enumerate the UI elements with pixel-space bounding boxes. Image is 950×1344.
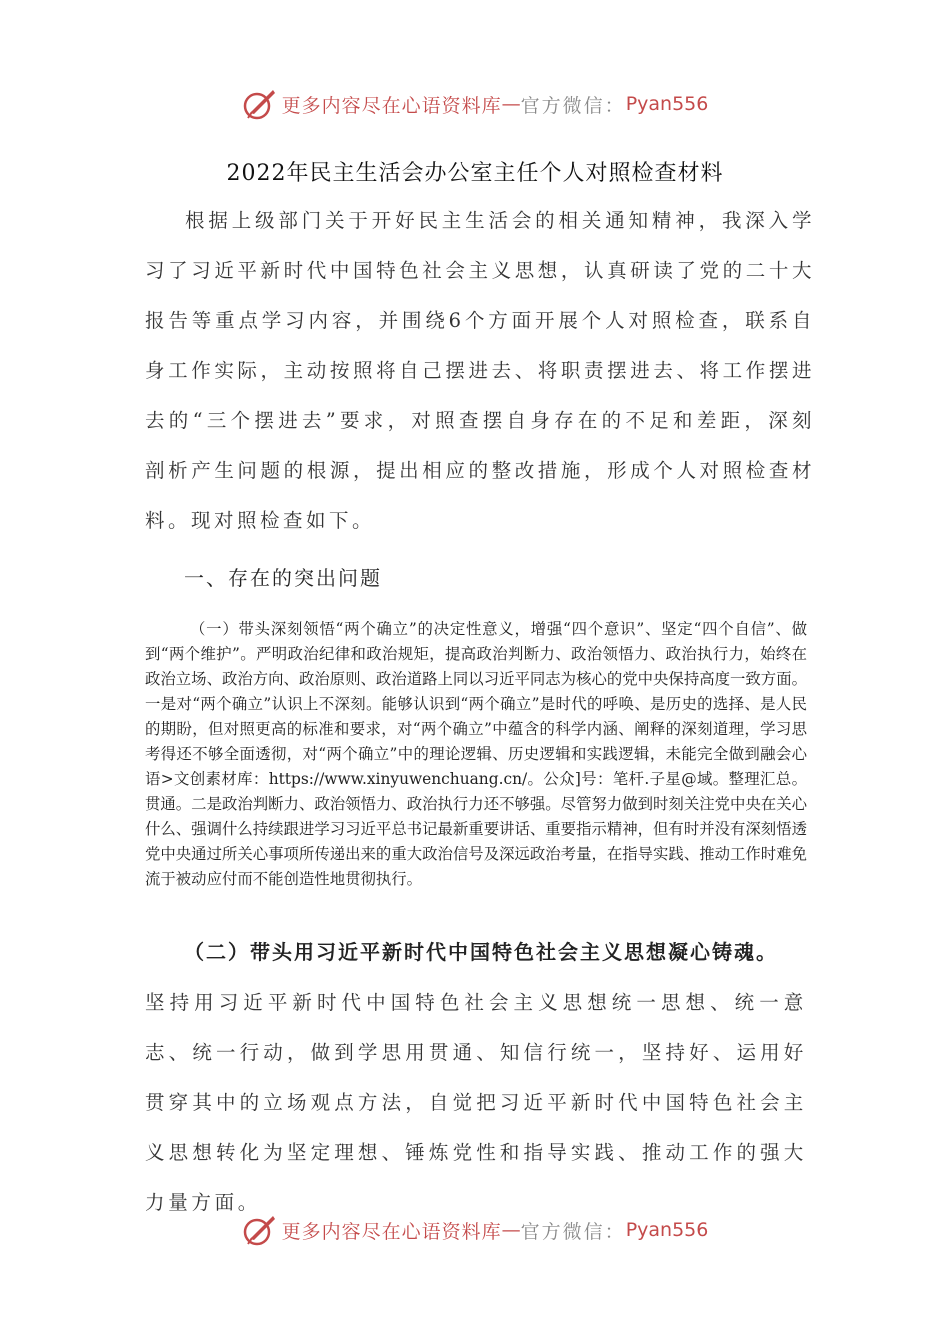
watermark-official: 官方微信： <box>520 94 626 117</box>
intro-paragraph: 根据上级部门关于开好民主生活会的相关通知精神，我深入学习了习近平新时代中国特色社会主义思想，认真研读了党的二十大报告等重点学习内容，并围绕6个方面开展个人对照检查，联系自身工作实际，主动按照将自己摆进去、将职责摆进去、将工作摆进去的“三个摆进去”要求，对照查摆自身存在的不足和差距，深刻剖析产生问题的根源，提出相应的整改措施，形成个人对照检查材料。现对照检查如下。 <box>145 209 815 532</box>
watermark-footer <box>0 1212 950 1248</box>
section-heading-problems: 一、存在的突出问题 <box>184 566 382 590</box>
watermark-dash: — <box>501 93 521 115</box>
watermark-brand: 更多内容尽在心语资料库 <box>281 94 502 117</box>
watermark-official: 官方微信： <box>520 1220 626 1243</box>
quill-pen-logo-icon <box>242 87 278 121</box>
watermark-wechat-id: Pyan556 <box>625 1219 709 1241</box>
watermark-dash: — <box>501 1219 521 1241</box>
watermark-header <box>0 86 950 122</box>
item-2-heading: （二）带头用习近平新时代中国特色社会主义思想凝心铸魂。 <box>184 940 778 964</box>
item-2-paragraph: 坚持用习近平新时代中国特色社会主义思想统一思想、统一意志、统一行动，做到学思用贯通、知信行统一，坚持好、运用好贯穿其中的立场观点方法，自觉把习近平新时代中国特色社会主义思想转化为坚定理想、锤炼党性和指导实践、推动工作的强大力量方面。 <box>145 991 807 1214</box>
watermark-wechat-id: Pyan556 <box>625 93 709 115</box>
quill-pen-logo-icon <box>242 1213 278 1247</box>
document-title: 2022年民主生活会办公室主任个人对照检查材料 <box>226 161 724 186</box>
watermark-brand: 更多内容尽在心语资料库 <box>281 1220 502 1243</box>
item-1-paragraph: （一）带头深刻领悟“两个确立”的决定性意义，增强“四个意识”、坚定“四个自信”、做到“两个维护”。严明政治纪律和政治规矩，提高政治判断力、政治领悟力、政治执行力，始终在政治立场、政治方向、政治原则、政治道路上同以习近平同志为核心的党中央保持高度一致方面。一是对“两个确立”认识上不深刻。能够认识到“两个确立”是时代的呼唤、是历史的选择、是人民的期盼，但对照更高的标准和要求，对“两个确立”中蕴含的科学内涵、阐释的深刻道理，学习思考得还不够全面透彻，对“两个确立”中的理论逻辑、历史逻辑和实践逻辑，未能完全做到融会心语>文创素材库：https://www.xinyuwenchuang.cn/。公众]号：笔杆.子星@域。整理汇总。贯通。二是政治判断力、政治领悟力、政治执行力还不够强。尽管努力做到时刻关注党中央在关心什么、强调什么持续跟进学习习近平总书记最新重要讲话、重要指示精神，但有时并没有深刻悟透党中央通过所关心事项所传递出来的重大政治信号及深远政治考量，在指导实践、推动工作时难免流于被动应付而不能创造性地贯彻执行。 <box>145 620 807 888</box>
